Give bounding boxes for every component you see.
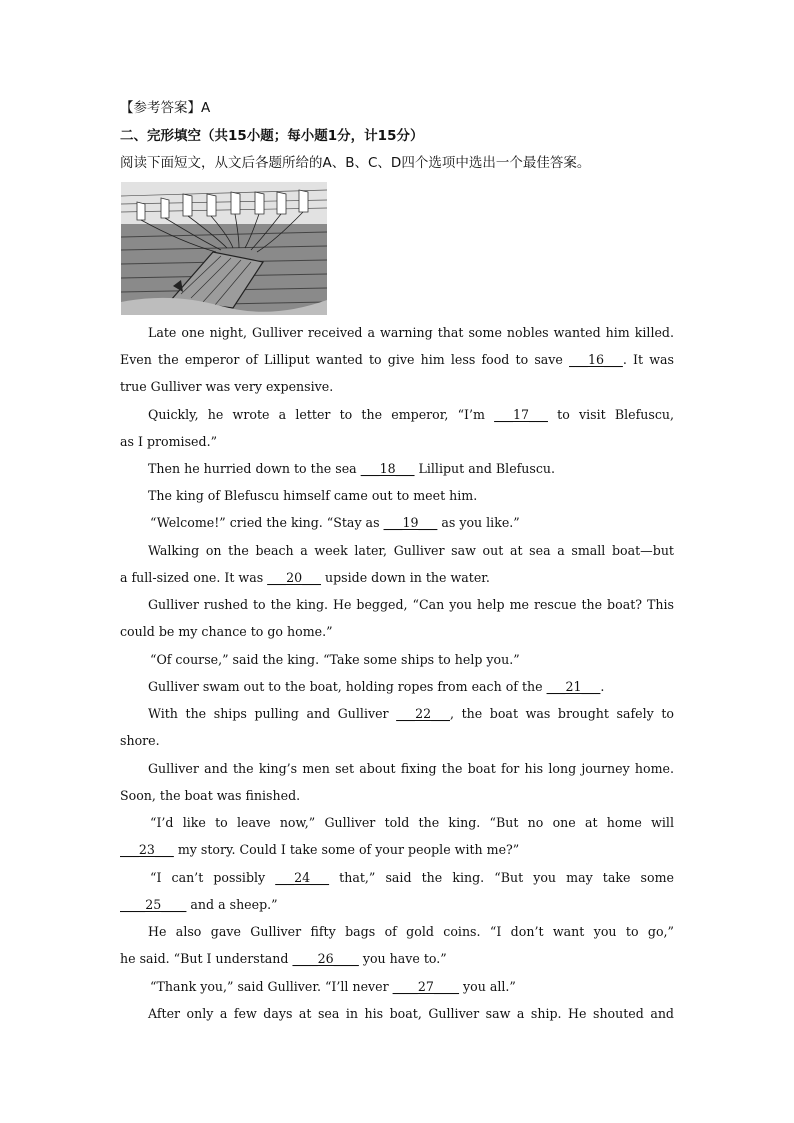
line-text: shore. bbox=[120, 733, 160, 748]
line-text: Even the emperor of Lilliput wanted to give him less food to save bbox=[120, 352, 570, 367]
line-text: a full-sized one. It was bbox=[120, 570, 268, 585]
line-text: Quickly, he wrote a letter to the emperor, “I’m bbox=[148, 407, 495, 422]
line-text: as you like.” bbox=[437, 515, 520, 530]
passage-line bbox=[148, 706, 674, 722]
line-text: true Gulliver was very expensive. bbox=[120, 379, 334, 394]
passage-line bbox=[148, 543, 674, 559]
line-text: “I can’t possibly bbox=[150, 870, 276, 885]
blank-number: ___21___ bbox=[546, 679, 601, 694]
line-text: . bbox=[600, 679, 605, 694]
instruction: 阅读下面短文，从文后各题所给的A、B、C、D四个选项中选出一个最佳答案。 bbox=[120, 155, 591, 171]
passage-line bbox=[120, 842, 674, 858]
line-text: “Welcome!” cried the king. “Stay as bbox=[150, 515, 384, 530]
passage-line bbox=[148, 1006, 674, 1022]
line-text: Walking on the beach a week later, Gulliver saw out at sea a small boat—but bbox=[148, 543, 674, 558]
line-text: Gulliver swam out to the boat, holding ropes from each of the bbox=[148, 679, 547, 694]
line-text: Gulliver and the king’s men set about fixing the boat for his long journey home. bbox=[148, 761, 674, 776]
passage-line bbox=[120, 788, 674, 804]
passage-line bbox=[148, 679, 674, 695]
line-text: “Thank you,” said Gulliver. “I’ll never bbox=[150, 979, 393, 994]
passage-line bbox=[148, 597, 674, 613]
line-text: “I’d like to leave now,” Gulliver told the king. “But no one at home will bbox=[150, 815, 674, 830]
passage-line bbox=[150, 515, 674, 531]
passage-line bbox=[120, 624, 674, 640]
line-text: my story. Could I take some of your people with me?” bbox=[173, 842, 520, 857]
line-text: Then he hurried down to the sea bbox=[148, 461, 361, 476]
passage-line bbox=[150, 979, 674, 995]
line-text: , the boat was brought safely to bbox=[449, 706, 674, 721]
line-text: . It was bbox=[622, 352, 674, 367]
line-text: Soon, the boat was finished. bbox=[120, 788, 301, 803]
passage-line bbox=[150, 652, 674, 668]
passage-line bbox=[120, 733, 674, 749]
passage-line bbox=[148, 407, 674, 423]
line-text: With the ships pulling and Gulliver bbox=[148, 706, 397, 721]
blank-number: ____25____ bbox=[120, 897, 187, 912]
passage-line bbox=[120, 352, 674, 368]
blank-number: ___22___ bbox=[396, 706, 450, 721]
line-text: “Of course,” said the king. “Take some ships to help you.” bbox=[150, 652, 520, 667]
gulliver-boat-illustration bbox=[121, 182, 327, 315]
passage-line bbox=[150, 815, 674, 831]
passage-line bbox=[120, 434, 674, 450]
passage-line bbox=[120, 897, 674, 913]
answer-line: 【参考答案】A bbox=[120, 100, 211, 116]
passage-line bbox=[148, 761, 674, 777]
blank-number: ___17___ bbox=[494, 407, 548, 422]
line-text: he said. “But I understand bbox=[120, 951, 293, 966]
passage-line bbox=[150, 870, 674, 886]
blank-number: ___20___ bbox=[267, 570, 321, 585]
line-text: upside down in the water. bbox=[321, 570, 490, 585]
line-text: and a sheep.” bbox=[186, 897, 278, 912]
line-text: The king of Blefuscu himself came out to meet him. bbox=[148, 488, 478, 503]
line-text: Lilliput and Blefuscu. bbox=[414, 461, 556, 476]
passage-line bbox=[120, 379, 674, 395]
blank-number: ___24___ bbox=[275, 870, 330, 885]
line-text: could be my chance to go home.” bbox=[120, 624, 333, 639]
line-text: After only a few days at sea in his boat, Gulliver saw a ship. He shouted and bbox=[148, 1006, 674, 1021]
blank-number: ____26____ bbox=[292, 951, 359, 966]
line-text: Late one night, Gulliver received a warning that some nobles wanted him killed. bbox=[148, 325, 674, 340]
section-title: 二、完形填空（共15小题；每小题1分，计15分） bbox=[120, 128, 424, 144]
passage-line bbox=[120, 951, 674, 967]
blank-number: ___23___ bbox=[120, 842, 174, 857]
line-text: to visit Blefuscu, bbox=[547, 407, 674, 422]
line-text: as I promised.” bbox=[120, 434, 218, 449]
passage-line bbox=[148, 488, 674, 504]
blank-number: ___18___ bbox=[360, 461, 415, 476]
passage-line bbox=[148, 325, 674, 341]
passage-line bbox=[120, 570, 674, 586]
blank-number: ___19___ bbox=[383, 515, 438, 530]
passage-line bbox=[148, 924, 674, 940]
line-text: you have to.” bbox=[358, 951, 447, 966]
line-text: you all.” bbox=[459, 979, 516, 994]
blank-number: ___16___ bbox=[569, 352, 623, 367]
line-text: Gulliver rushed to the king. He begged, “Can you help me rescue the boat? This bbox=[148, 597, 674, 612]
blank-number: ____27____ bbox=[392, 979, 460, 994]
passage-line bbox=[148, 461, 674, 477]
line-text: that,” said the king. “But you may take some bbox=[329, 870, 674, 885]
line-text: He also gave Gulliver fifty bags of gold coins. “I don’t want you to go,” bbox=[148, 924, 674, 939]
